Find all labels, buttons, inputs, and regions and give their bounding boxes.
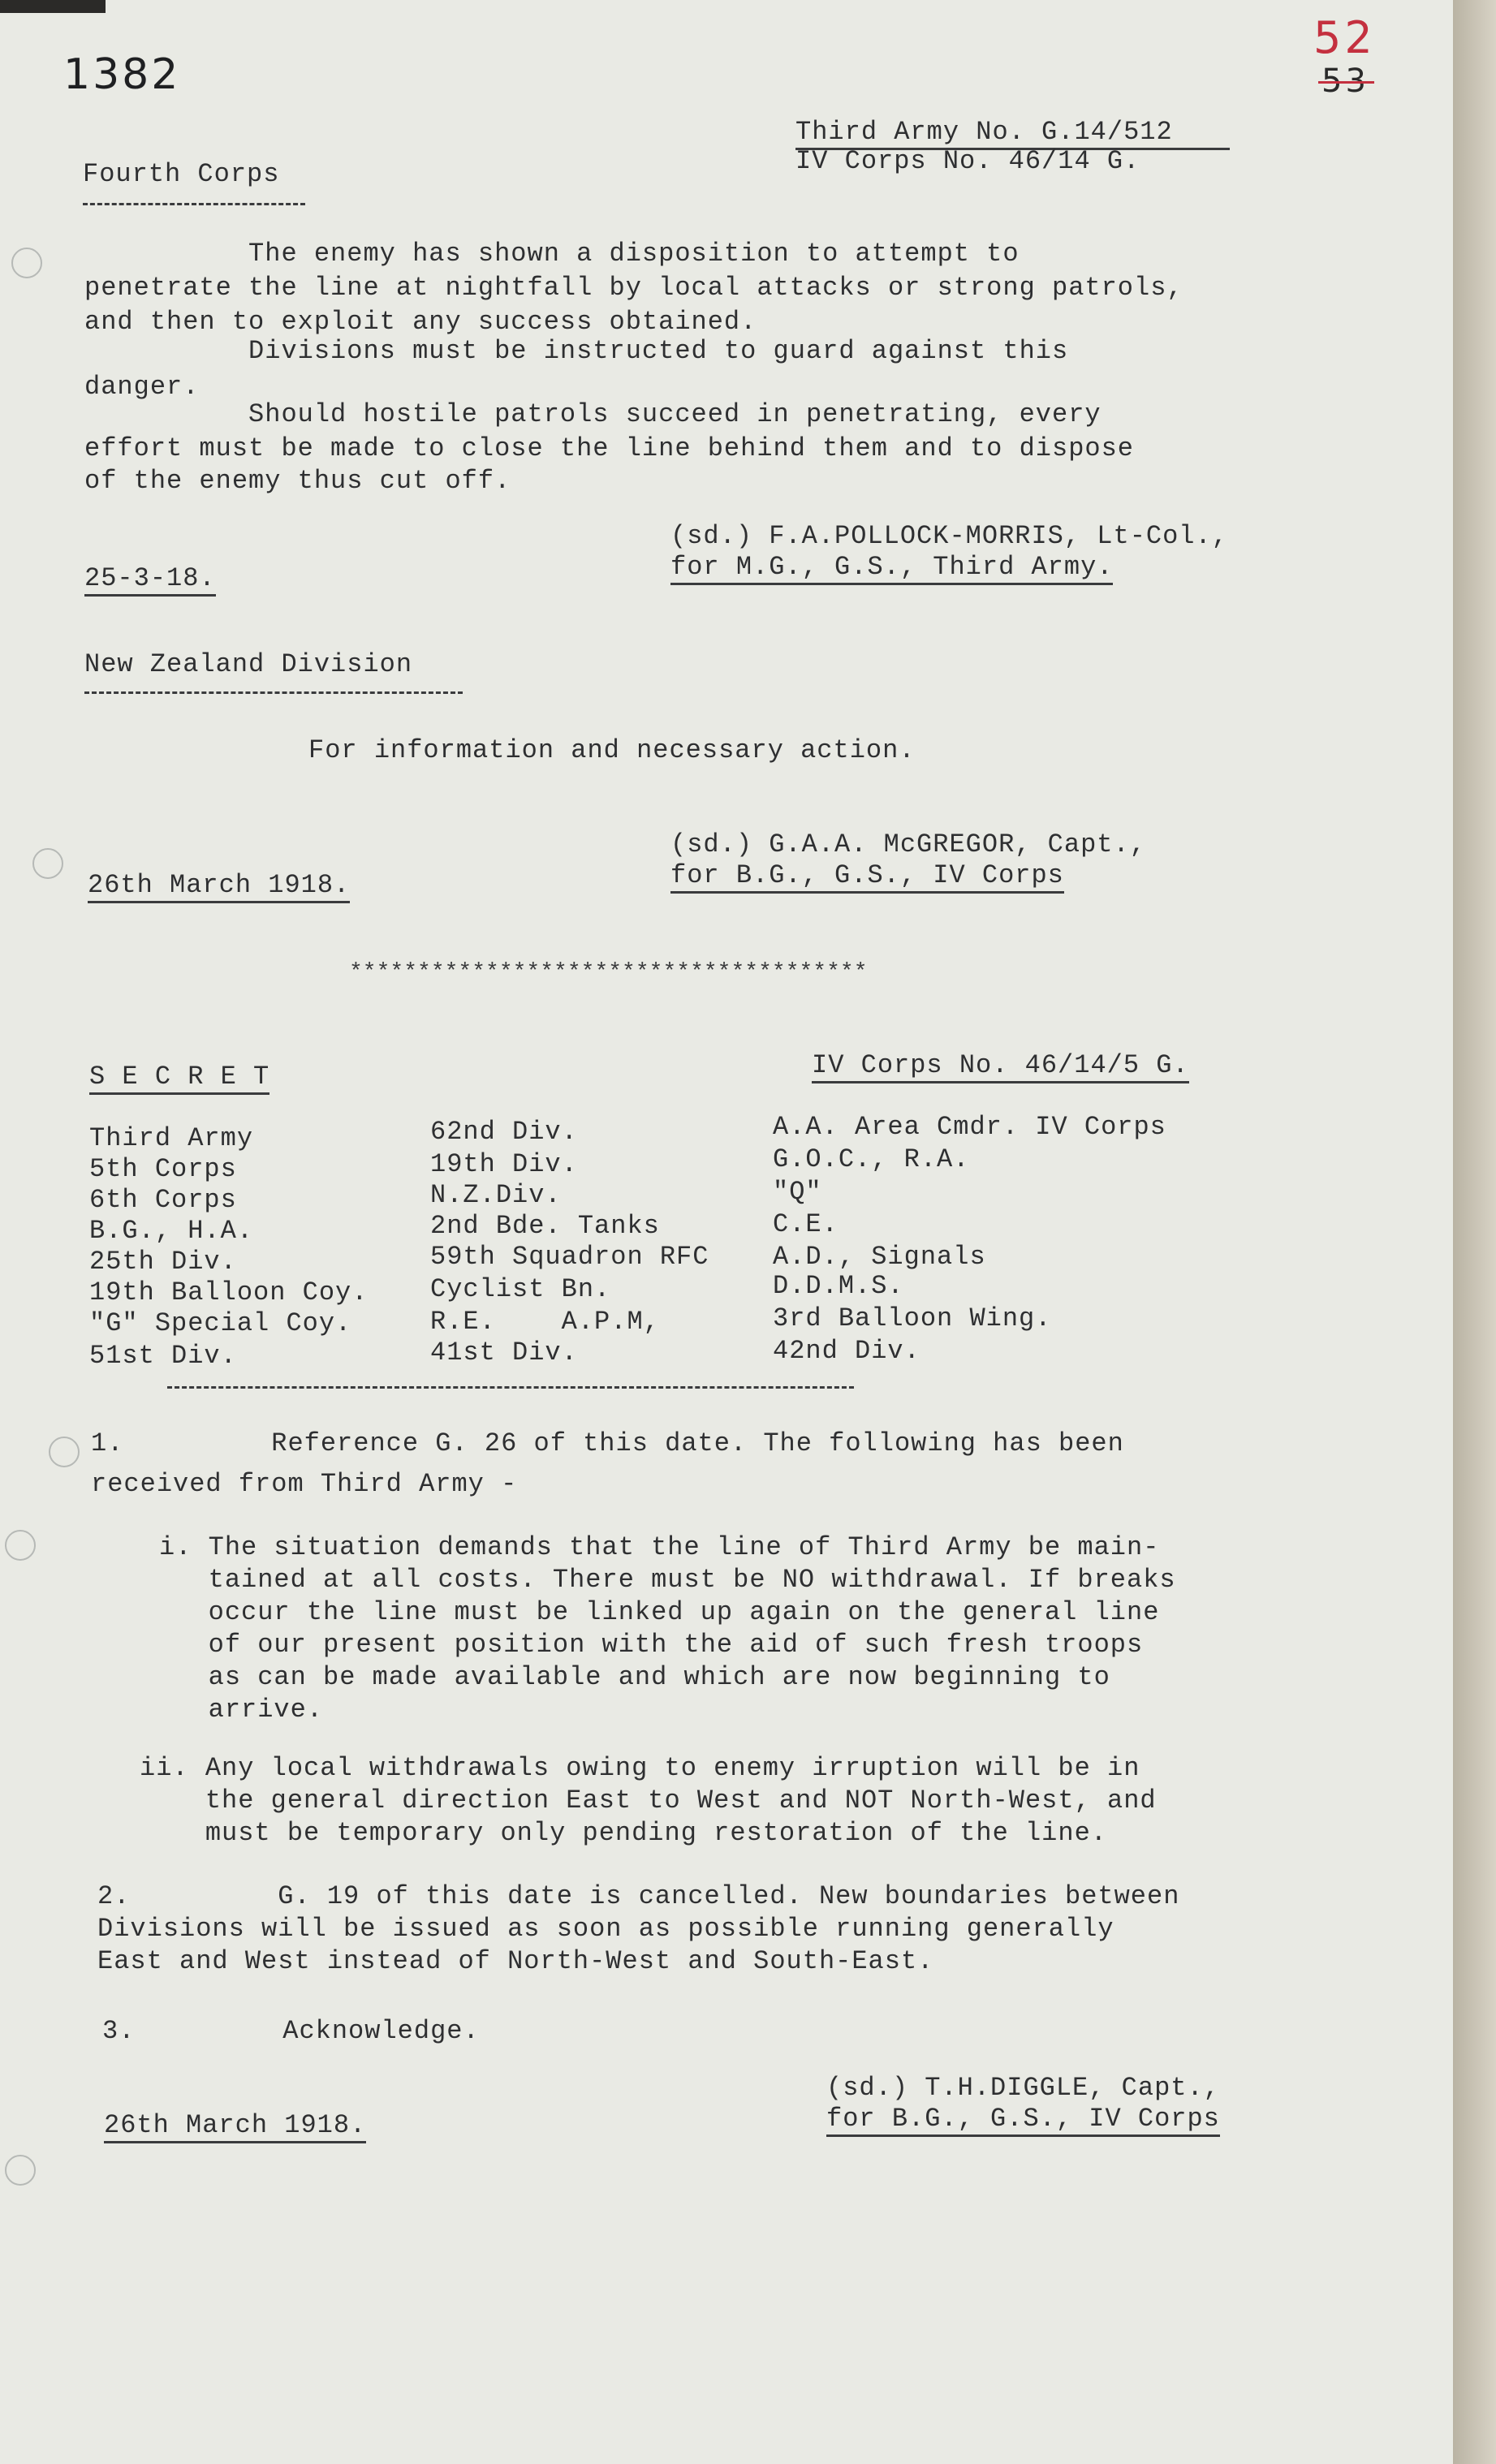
item-ii-line: must be temporary only pending restoration of the line. [140,1818,1107,1848]
scan-edge-shadow [0,0,106,13]
memo1-body-line: Divisions must be instructed to guard against this [84,336,1069,366]
distribution-entry: 5th Corps [89,1154,237,1184]
struck-folio-number: 53 [1321,62,1369,100]
memo1-body-line: danger. [84,372,200,402]
punch-hole [32,848,63,879]
memo2-signature-role: for B.G., G.S., IV Corps [670,860,1064,894]
distribution-entry: R.E. A.P.M, [430,1307,660,1337]
scan-background-edge [1453,0,1496,2464]
distribution-entry: N.Z.Div. [430,1180,562,1210]
addressee-underline [83,203,305,205]
distribution-entry: B.G., H.A. [89,1216,254,1246]
distribution-entry: 41st Div. [430,1338,578,1368]
memo1-body-line: effort must be made to close the line behind them and to dispose [84,433,1134,463]
memo3-signature: (sd.) T.H.DIGGLE, Capt., [826,2073,1220,2103]
distribution-entry: 62nd Div. [430,1117,578,1147]
memo3-signature-role: for B.G., G.S., IV Corps [826,2104,1220,2137]
distribution-entry: 25th Div. [89,1247,237,1277]
distribution-entry: 2nd Bde. Tanks [430,1211,660,1241]
memo1-body-line: of the enemy thus cut off. [84,466,511,496]
item-i-line: as can be made available and which are now beginning to [159,1662,1110,1692]
memo1-signature-role: for M.G., G.S., Third Army. [670,552,1113,585]
separator-asterisks: ************************************** [349,960,868,985]
memo3-reference: IV Corps No. 46/14/5 G. [812,1050,1189,1083]
memo2-date: 26th March 1918. [88,870,350,903]
item-i-line: of our present position with the aid of such fresh troops [159,1630,1144,1660]
distribution-entry: 42nd Div. [773,1336,920,1366]
memo1-body-line: penetrate the line at nightfall by local attacks or strong patrols, [84,273,1183,303]
corps-reference: IV Corps No. 46/14 G. [795,146,1140,176]
distribution-entry: D.D.M.S. [773,1271,904,1301]
addressee-underline [84,691,463,694]
secret-classification: S E C R E T [89,1062,269,1095]
folio-stamp: 52 [1313,12,1376,63]
distribution-entry: "Q" [773,1177,822,1207]
distribution-entry: Cyclist Bn. [430,1274,611,1304]
item-i-line: occur the line must be linked up again on the general line [159,1597,1160,1627]
distribution-entry: 19th Div. [430,1149,578,1179]
distribution-entry: C.E. [773,1209,839,1239]
paragraph-2-line: East and West instead of North-West and South-East. [97,1946,934,1976]
punch-hole [11,248,42,278]
memo1-body-line: and then to exploit any success obtained. [84,307,757,337]
document-number: 1382 [63,50,181,99]
punch-hole [49,1437,80,1467]
memo2-body: For information and necessary action. [308,735,916,765]
item-ii-line: ii. Any local withdrawals owing to enemy irruption will be in [140,1753,1140,1783]
distribution-entry: A.D., Signals [773,1242,986,1272]
paragraph-1-line: 1. Reference G. 26 of this date. The following has been [91,1428,1124,1458]
memo1-body-line: Should hostile patrols succeed in penetrating, every [84,399,1102,429]
distribution-entry: 51st Div. [89,1341,237,1371]
distribution-divider [167,1386,854,1389]
distribution-entry: Third Army [89,1123,254,1153]
item-i-line: tained at all costs. There must be NO withdrawal. If breaks [159,1565,1176,1595]
distribution-entry: G.O.C., R.A. [773,1144,970,1174]
memo1-signature: (sd.) F.A.POLLOCK-MORRIS, Lt-Col., [670,521,1228,551]
distribution-entry: 6th Corps [89,1185,237,1215]
third-army-reference: Third Army No. G.14/512 [795,117,1173,147]
memo3-date: 26th March 1918. [104,2110,366,2143]
distribution-entry: 3rd Balloon Wing. [773,1303,1052,1333]
memo2-signature: (sd.) G.A.A. McGREGOR, Capt., [670,829,1146,859]
distribution-entry: 19th Balloon Coy. [89,1277,369,1307]
distribution-entry: 59th Squadron RFC [430,1242,709,1272]
memo1-date: 25-3-18. [84,563,216,597]
paragraph-1-line: received from Third Army - [91,1469,518,1499]
distribution-entry: "G" Special Coy. [89,1308,352,1338]
paragraph-2-line: 2. G. 19 of this date is cancelled. New boundaries between [97,1881,1180,1911]
memo1-body-line: The enemy has shown a disposition to attempt to [84,239,1020,269]
addressee-new-zealand-division: New Zealand Division [84,649,413,679]
addressee-fourth-corps: Fourth Corps [83,159,280,189]
item-i-line: arrive. [159,1695,324,1725]
paragraph-2-line: Divisions will be issued as soon as possible running generally [97,1914,1114,1944]
paragraph-3: 3. Acknowledge. [102,2016,480,2046]
punch-hole [5,1530,36,1561]
punch-hole [5,2155,36,2186]
distribution-entry: A.A. Area Cmdr. IV Corps [773,1112,1166,1142]
item-ii-line: the general direction East to West and NOT North-West, and [140,1786,1157,1816]
item-i-line: i. The situation demands that the line of Third Army be main- [159,1532,1160,1562]
